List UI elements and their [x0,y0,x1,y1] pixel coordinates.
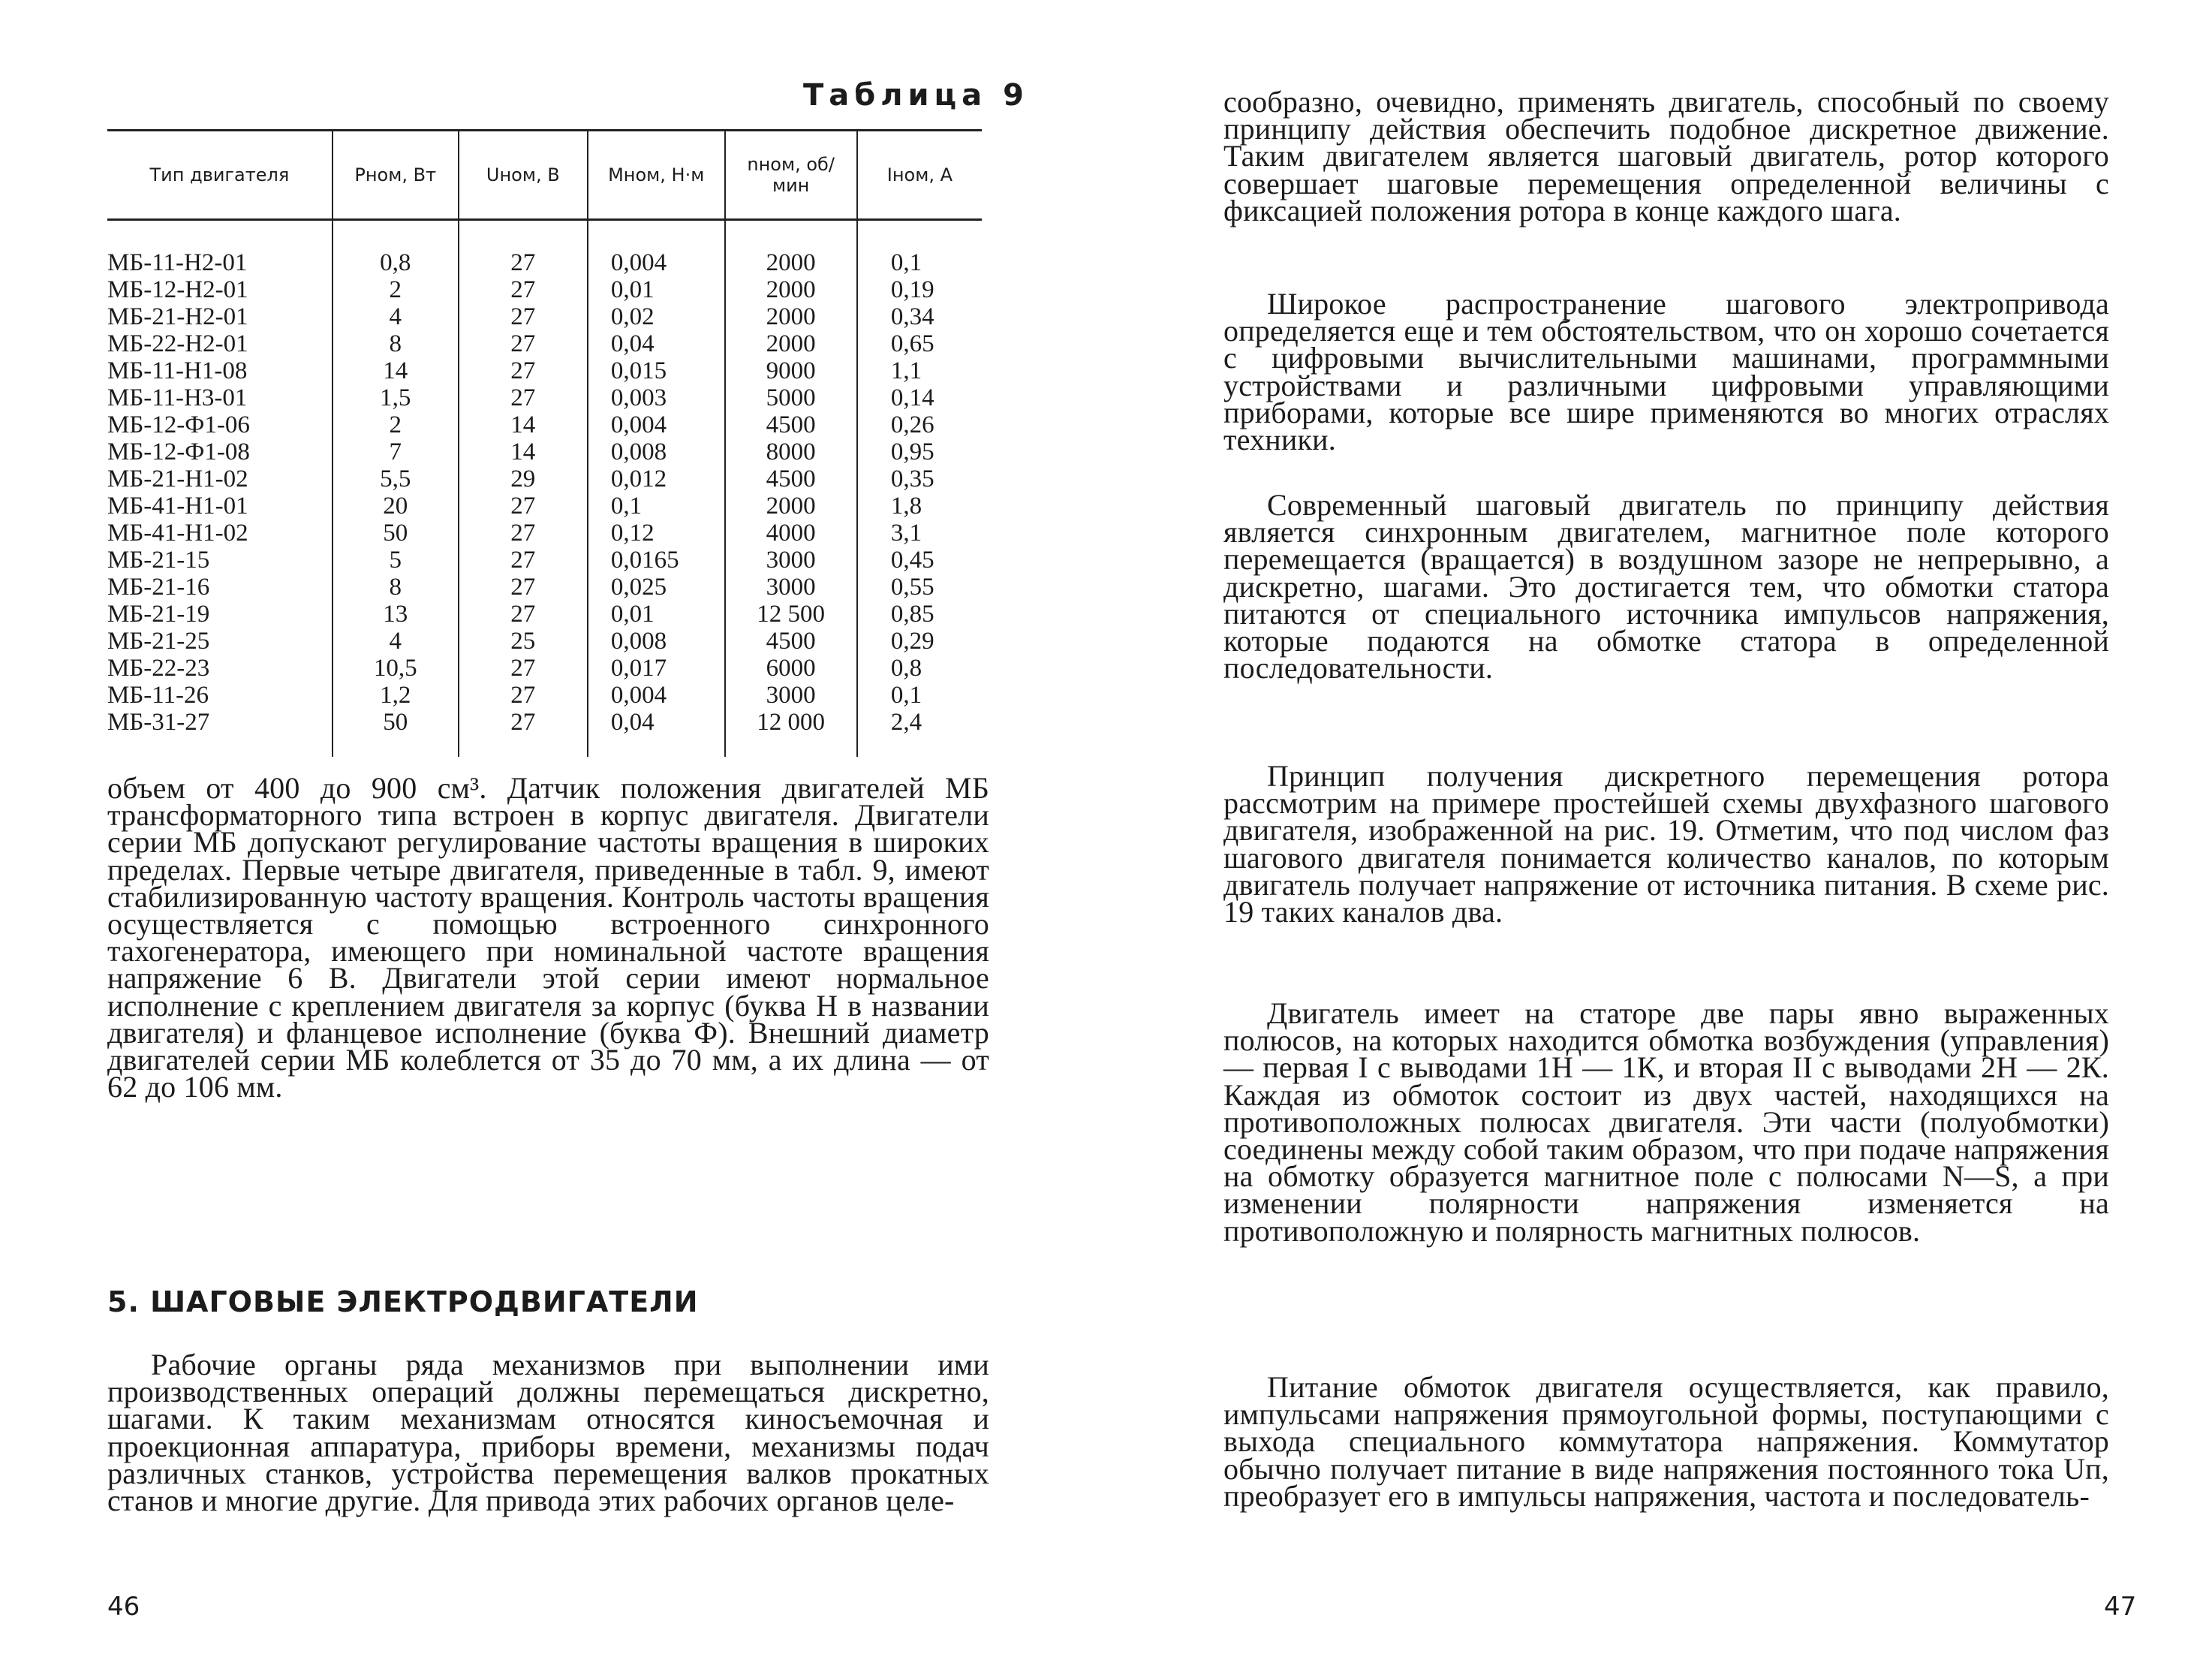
cell-voltage: 27 [459,384,588,411]
cell-voltage: 27 [459,220,588,277]
cell-motor-type: МБ-21-25 [107,628,210,655]
cell-current: 0,34 [857,303,982,330]
cell-power: 10,5 [333,655,459,682]
cell-motor-type: МБ-21-Н2-01 [107,303,248,330]
cell-current: 2,4 [857,709,982,757]
page-number-left: 46 [107,1592,140,1622]
right-paragraph-1: сообразно, очевидно, применять двигатель, способный по своему принципу действия обеспечить подобное дискретное движение. Таким двигателем является шаговый двигатель, ротор которого совершает шаговые перемещения определенной величины с фиксацией положения ротора в конце каждого шага. [1223,85,2109,227]
cell-speed: 5000 [725,384,857,411]
cell-power: 8 [333,574,459,601]
header-voltage: Uном, В [459,131,588,220]
right-paragraph-5: Двигатель имеет на статоре две пары явно выраженных полюсов, на которых находится обмотка возбуждения (управления) — первая I с выводами 1Н — 1К, и вторая II с выводами 2Н — 2К. Каждая из обмоток состоит из двух частей, находящихся на противоположных полюсах двигателя. Эти части (полуобмотки) соединены между собой таким образом, что при подаче напряжения на обмотку образуется магнитное поле с полюсами N—S, а при изменении полярности напряжения изменяется на противоположную и полярность магнитных полюсов. [1223,996,2109,1248]
cell-speed: 2000 [725,493,857,520]
table-row [107,655,982,682]
cell-torque: 0,01 [588,601,725,628]
cell-power: 1,2 [333,682,459,709]
cell-voltage: 14 [459,411,588,438]
table-caption: Таблица 9 [803,78,1029,113]
cell-motor-type: МБ-12-Ф1-06 [107,411,250,438]
cell-current: 0,45 [857,547,982,574]
table-body [107,220,982,758]
cell-torque: 0,008 [588,438,725,465]
cell-motor-type: МБ-21-16 [107,574,210,601]
cell-voltage: 27 [459,574,588,601]
cell-power: 0,8 [333,220,459,277]
cell-torque: 0,04 [588,330,725,357]
cell-power: 7 [333,438,459,465]
header-speed: nном, об/мин [725,131,857,220]
cell-torque: 0,025 [588,574,725,601]
cell-torque: 0,008 [588,628,725,655]
table-row [107,547,982,574]
cell-current: 0,14 [857,384,982,411]
cell-torque: 0,04 [588,709,725,757]
cell-speed: 4000 [725,520,857,547]
cell-speed: 12 000 [725,709,857,757]
cell-current: 0,8 [857,655,982,682]
cell-current: 0,85 [857,601,982,628]
page-number-right: 47 [2104,1592,2137,1622]
cell-speed: 6000 [725,655,857,682]
cell-motor-type: МБ-11-Н2-01 [107,249,248,276]
cell-current: 0,55 [857,574,982,601]
cell-current: 1,1 [857,357,982,384]
cell-speed: 4500 [725,411,857,438]
cell-power: 50 [333,709,459,757]
cell-current: 0,1 [857,220,982,277]
table-row [107,276,982,303]
table-row [107,411,982,438]
cell-current: 0,29 [857,628,982,655]
right-paragraph-3: Современный шаговый двигатель по принципу действия является синхронным двигателем, магнитное поле которого перемещается (вращается) в воздушном зазоре не непрерывно, а дискретно, шагами. Это достигается тем, что обмотки статора питаются от специального источника импульсов напряжения, которые подаются на обмотке статора в определенной последовательности. [1223,488,2109,685]
cell-speed: 9000 [725,357,857,384]
table-row [107,601,982,628]
table-row [107,493,982,520]
cell-motor-type: МБ-12-Н2-01 [107,276,248,303]
table-row [107,330,982,357]
table-row [107,709,982,757]
cell-power: 20 [333,493,459,520]
cell-power: 14 [333,357,459,384]
cell-motor-type: МБ-12-Ф1-08 [107,438,250,465]
table-row [107,628,982,655]
cell-current: 3,1 [857,520,982,547]
cell-torque: 0,004 [588,220,725,277]
cell-voltage: 27 [459,682,588,709]
cell-current: 0,35 [857,465,982,493]
cell-power: 8 [333,330,459,357]
section-heading: 5. ШАГОВЫЕ ЭЛЕКТРОДВИГАТЕЛИ [107,1285,699,1318]
cell-motor-type: МБ-22-23 [107,655,210,682]
cell-speed: 8000 [725,438,857,465]
cell-torque: 0,0165 [588,547,725,574]
table-row [107,465,982,493]
table-row [107,357,982,384]
cell-torque: 0,003 [588,384,725,411]
cell-motor-type: МБ-21-19 [107,601,210,628]
cell-speed: 3000 [725,682,857,709]
table-row [107,384,982,411]
table-row [107,574,982,601]
cell-speed: 4500 [725,465,857,493]
left-paragraph-1: объем от 400 до 900 см³. Датчик положения двигателей МБ трансформаторного типа встроен в корпус двигателя. Двигатели серии МБ допускают регулирование частоты вращения в широких пределах. Первые четыре двигателя, приведенные в табл. 9, имеют стабилизированную частоту вращения. Контроль частоты вращения осуществляется с помощью встроенного синхронного тахогенератора, имеющего при номинальной частоте вращения напряжение 6 В. Двигатели этой серии имеют нормальное исполнение с креплением двигателя за корпус (буква Н в названии двигателя) и фланцевое исполнение (буква Ф). Внешний диаметр двигателей серии МБ колеблется от 35 до 70 мм, а их длина — от 62 до 106 мм. [107,771,989,1104]
cell-motor-type: МБ-41-Н1-02 [107,520,248,547]
table-header-row [107,131,982,220]
cell-speed: 2000 [725,276,857,303]
cell-speed: 3000 [725,547,857,574]
cell-voltage: 27 [459,330,588,357]
header-current: Iном, А [857,131,982,220]
cell-speed: 4500 [725,628,857,655]
cell-voltage: 27 [459,709,588,757]
cell-motor-type: МБ-22-Н2-01 [107,330,248,357]
right-paragraph-4: Принцип получения дискретного перемещения ротора рассмотрим на примере простейшей схемы двухфазного шагового двигателя, изображенной на рис. 19. Отметим, что под числом фаз шагового двигателя понимается количество каналов, по которым двигатель получает напряжение от источника питания. В схеме рис. 19 таких каналов два. [1223,759,2109,929]
cell-motor-type: МБ-21-15 [107,547,210,574]
cell-voltage: 29 [459,465,588,493]
cell-torque: 0,017 [588,655,725,682]
cell-torque: 0,01 [588,276,725,303]
cell-torque: 0,004 [588,682,725,709]
cell-motor-type: МБ-11-Н3-01 [107,384,248,411]
cell-current: 1,8 [857,493,982,520]
cell-voltage: 27 [459,601,588,628]
cell-speed: 12 500 [725,601,857,628]
cell-motor-type: МБ-41-Н1-01 [107,493,248,520]
right-paragraph-2: Широкое распространение шагового электропривода определяется еще и тем обстоятельством, что он хорошо сочетается с цифровыми вычислительными машинами, программными устройствами и различными цифровыми управляющими приборами, которые все шире применяются во многих отраслях техники. [1223,287,2109,457]
cell-motor-type: МБ-11-Н1-08 [107,357,248,384]
header-torque: Mном, Н·м [588,131,725,220]
header-motor-type: Тип двигателя [107,131,333,220]
table-row [107,438,982,465]
table-row [107,303,982,330]
cell-power: 2 [333,411,459,438]
cell-voltage: 27 [459,520,588,547]
cell-speed: 2000 [725,220,857,277]
cell-power: 4 [333,628,459,655]
right-paragraph-6: Питание обмоток двигателя осуществляется, как правило, импульсами напряжения прямоугольной формы, поступающими с выхода специального коммутатора напряжения. Коммутатор обычно получает питание в виде напряжения постоянного тока Uп, преобразует его в импульсы напряжения, частота и последователь- [1223,1370,2109,1513]
cell-speed: 2000 [725,303,857,330]
table-row [107,682,982,709]
cell-voltage: 27 [459,357,588,384]
cell-torque: 0,015 [588,357,725,384]
cell-motor-type: МБ-31-27 [107,709,210,736]
cell-current: 0,19 [857,276,982,303]
cell-speed: 2000 [725,330,857,357]
cell-torque: 0,012 [588,465,725,493]
cell-speed: 3000 [725,574,857,601]
table-row [107,520,982,547]
cell-power: 5,5 [333,465,459,493]
left-paragraph-2: Рабочие органы ряда механизмов при выполнении ими производственных операций должны перемещаться дискретно, шагами. К таким механизмам относятся киносъемочная и проекционная аппаратура, приборы времени, механизмы подач различных станков, устройства перемещения валков прокатных станов и многие другие. Для привода этих рабочих органов целе- [107,1348,989,1518]
cell-power: 50 [333,520,459,547]
cell-voltage: 27 [459,493,588,520]
cell-current: 0,1 [857,682,982,709]
cell-power: 4 [333,303,459,330]
cell-voltage: 25 [459,628,588,655]
cell-power: 2 [333,276,459,303]
cell-motor-type: МБ-11-26 [107,682,209,709]
cell-voltage: 27 [459,276,588,303]
cell-power: 1,5 [333,384,459,411]
cell-current: 0,95 [857,438,982,465]
motor-specs-table [107,129,982,757]
cell-torque: 0,12 [588,520,725,547]
cell-current: 0,26 [857,411,982,438]
cell-voltage: 27 [459,547,588,574]
cell-power: 13 [333,601,459,628]
cell-torque: 0,1 [588,493,725,520]
right-page [1106,0,2212,1675]
cell-torque: 0,02 [588,303,725,330]
cell-voltage: 14 [459,438,588,465]
cell-voltage: 27 [459,303,588,330]
cell-voltage: 27 [459,655,588,682]
header-power: Pном, Вт [333,131,459,220]
cell-power: 5 [333,547,459,574]
cell-current: 0,65 [857,330,982,357]
cell-motor-type: МБ-21-Н1-02 [107,465,248,493]
table-row [107,220,982,277]
cell-torque: 0,004 [588,411,725,438]
